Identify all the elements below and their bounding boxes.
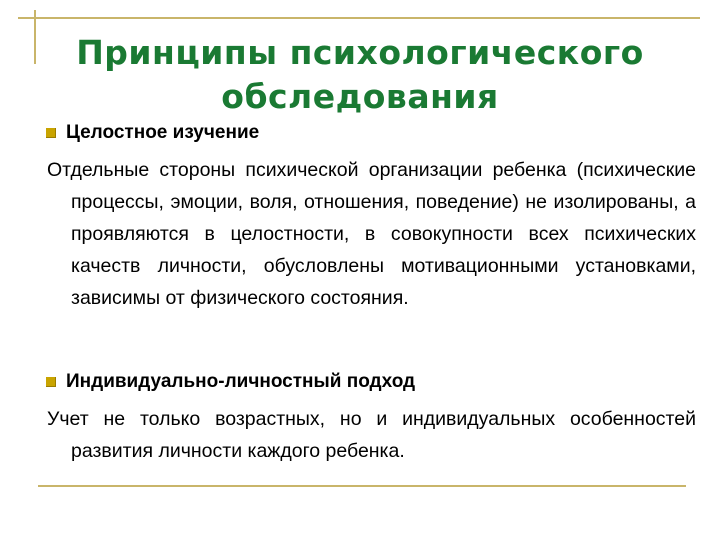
section-2-heading: Индивидуально-личностный подход [66, 371, 416, 392]
section-1-heading: Целостное изучение [66, 122, 260, 143]
square-bullet-icon [46, 377, 56, 387]
section-2-heading-row [46, 369, 415, 395]
section-1-text: Отдельные стороны психической организации ребенка (психические процессы, эмоции, воля, отношения, поведение) не изолированы, а проявляются в целостности, в совокупности всех психических качеств личности, обусловлены мотивационными установками, зависимы от физического состояния. [47, 159, 696, 309]
section-2-text: Учет не только возрастных, но и индивидуальных особенностей развития личности каждого ребенка. [47, 408, 696, 462]
slide-title: Принципы психологического обследования [76, 33, 644, 116]
section-1-heading-row [46, 120, 259, 146]
bottom-rule [38, 485, 686, 487]
square-bullet-icon [46, 128, 56, 138]
